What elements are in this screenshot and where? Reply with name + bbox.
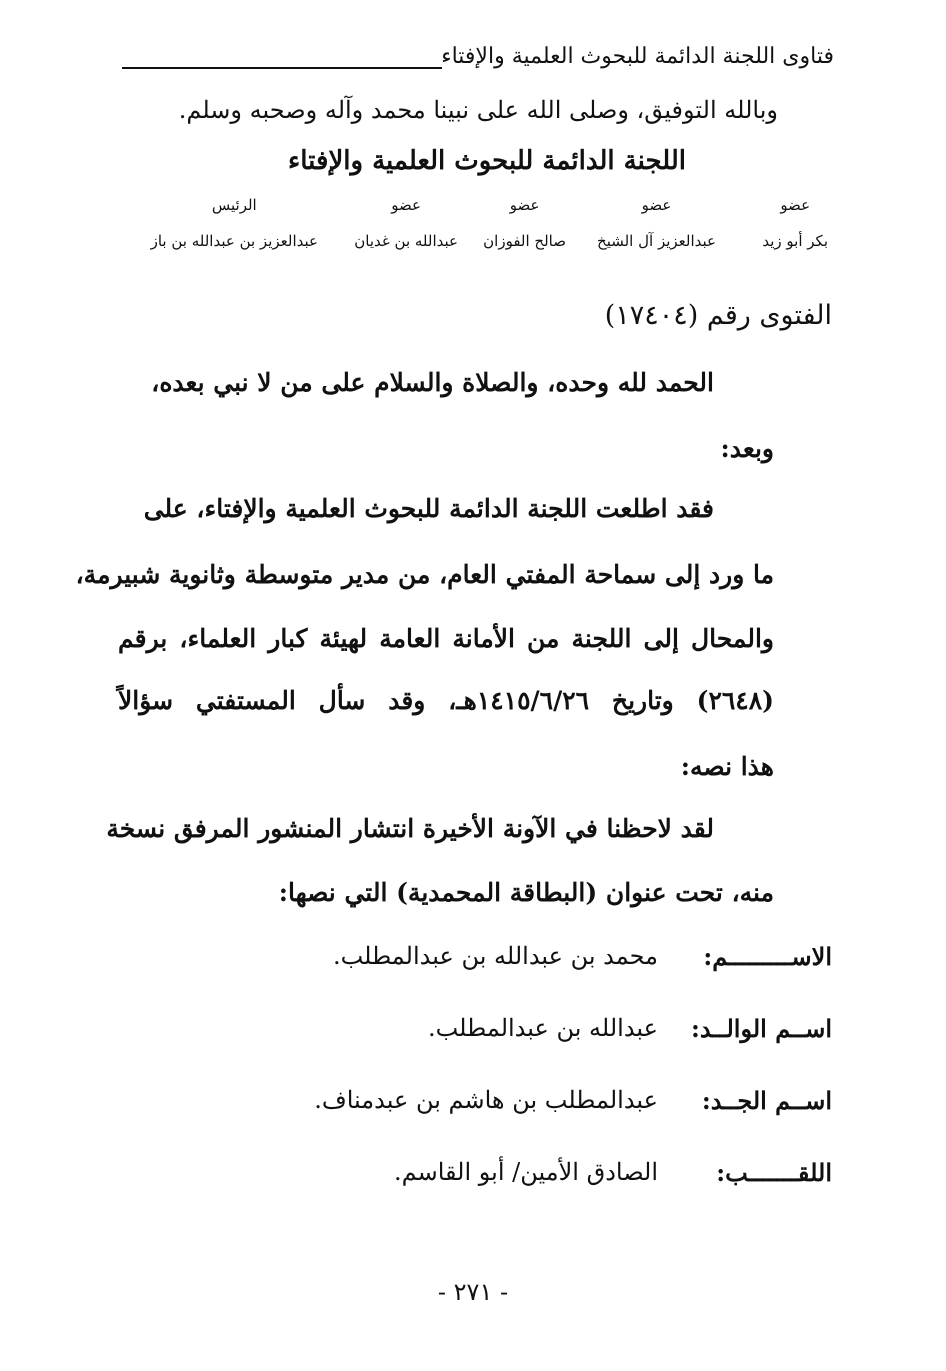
body-line: والمحال إلى اللجنة من الأمانة العامة لهيئة كبار العلماء، برقم [118,624,774,653]
card-field-label: اســم الجــد: [701,1086,832,1115]
body-line: لقد لاحظنا في الآونة الأخيرة انتشار المنشور المرفق نسخة [106,814,714,843]
body-line: (٢٦٤٨) وتاريخ ١٤١٥/٦/٢٦هـ، وقد سأل المستفتي سؤالاً [118,686,774,715]
signatory [151,196,318,250]
body-line: وبعد: [720,434,774,463]
card-field-value: محمد بن عبدالله بن عبدالمطلب. [332,942,658,970]
body-line: هذا نصه: [680,752,774,781]
signatory [597,196,716,250]
signatory-role: الرئيس [211,196,257,214]
card-field-value: الصادق الأمين/ أبو القاسم. [394,1158,658,1186]
closing-line: وبالله التوفيق، وصلى الله على نبينا محمد وآله وصحبه وسلم. [178,96,778,124]
body-line: الحمد لله وحده، والصلاة والسلام على من لا نبي بعده، [151,368,714,397]
signatory-name: بكر أبو زيد [762,232,828,250]
body-line: منه، تحت عنوان (البطاقة المحمدية) التي نصها: [278,878,774,907]
header-rule [122,67,442,69]
signatory-role: عضو [780,196,811,214]
signatory-name: صالح الفوزان [483,232,566,250]
card-field-label: الاســـــــــم: [703,942,832,971]
body-line: فقد اطلعت اللجنة الدائمة للبحوث العلمية والإفتاء، على [143,494,714,523]
card-field-value: عبدالله بن عبدالمطلب. [427,1014,658,1042]
signatory-name: عبدالعزيز آل الشيخ [597,232,716,250]
signatory-role: عضو [391,196,421,214]
signatory [483,196,566,250]
signatory-role: عضو [641,196,672,214]
running-header: فتاوى اللجنة الدائمة للبحوث العلمية والإفتاء [441,44,834,69]
signatory-name: عبدالعزيز بن عبدالله بن باز [150,232,318,250]
committee-title: اللجنة الدائمة للبحوث العلمية والإفتاء [288,146,686,176]
signatory-name: عبدالله بن غديان [354,232,458,250]
signatory [762,196,828,250]
page-number: - ٢٧١ - [437,1278,509,1306]
signatory [354,196,458,250]
card-field-label: اللقـــــــب: [716,1158,832,1187]
fatwa-number: الفتوى رقم (١٧٤٠٤) [604,300,832,331]
signatory-role: عضو [509,196,540,214]
card-field-value: عبدالمطلب بن هاشم بن عبدمناف. [314,1086,658,1114]
body-line: ما ورد إلى سماحة المفتي العام، من مدير متوسطة وثانوية شبيرمة، [75,560,774,589]
card-field-label: اســم الوالــد: [690,1014,832,1043]
